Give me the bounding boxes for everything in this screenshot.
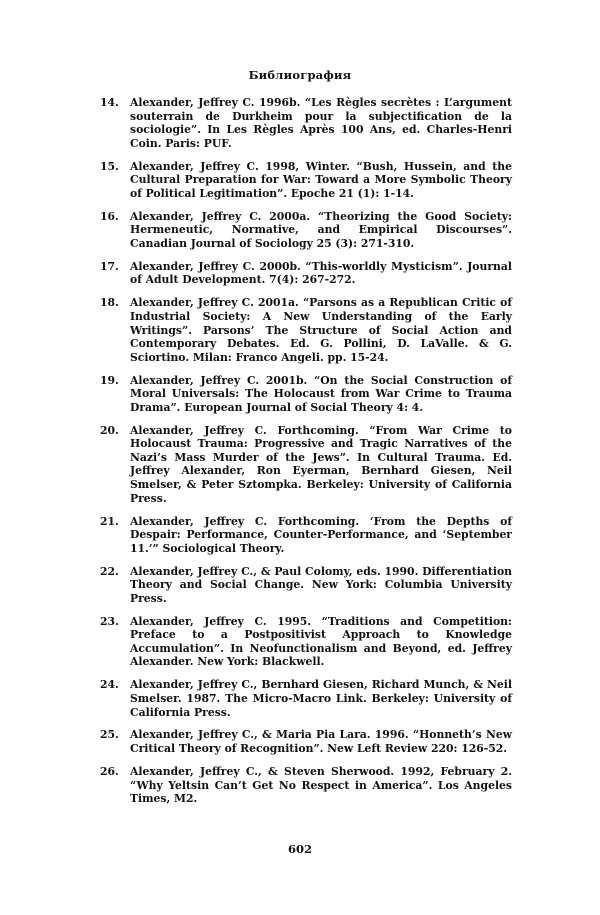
bibliography-entry [100,765,512,806]
entry-text: Alexander, Jeffrey C., Bernhard Giesen, Richard Munch, & Neil Smelser. 1987. The Micro-Macro Link. Berkeley: University of California Press. [130,678,512,719]
page-header-title: Библиография [248,68,352,82]
bibliography-entry [100,210,512,251]
entry-text: Alexander, Jeffrey C. 2001b. “On the Social Construction of Moral Universals: The Holocaust from War Crime to Trauma Drama”. European Journal of Social Theory 4: 4. [130,373,512,414]
entry-text: Alexander, Jeffrey C. 1998, Winter. “Bush, Hussein, and the Cultural Preparation for War: Toward a More Symbolic Theory of Political Legitimation”. Epoche 21 (1): 1-14. [130,159,512,200]
entry-number: 24. [100,678,119,692]
entry-number: 21. [100,514,119,528]
entry-text: Alexander, Jeffrey C. 1995. “Traditions and Competition: Preface to a Postpositivist Approach to Knowledge Accumulation”. In Neofunctionalism and Beyond, ed. Jeffrey Alexander. New York: Blackwell. [130,614,512,669]
bibliography-entry [100,160,512,201]
bibliography-entry [100,615,512,669]
entry-number: 26. [100,764,119,778]
entry-number: 25. [100,728,119,742]
page-number: 602 [287,842,312,856]
entry-number: 19. [100,373,119,387]
bibliography-entry [100,565,512,606]
bibliography-entry [100,728,512,755]
entry-text: Alexander, Jeffrey C. 2001a. “Parsons as a Republican Critic of Industrial Society: A New Understanding of the Early Writings”. Parsons’ The Structure of Social Action and Contemporary Debates. Ed. G. Pollini, D. LaValle. & G. Sciortino. Milan: Franco Angeli. pp. 15-24. [130,296,512,364]
bibliography-entry [100,374,512,415]
entry-number: 17. [100,259,119,273]
bibliography-entry [100,515,512,556]
entry-number: 23. [100,614,119,628]
entry-number: 16. [100,209,119,223]
entry-text: Alexander, Jeffrey C. Forthcoming. ‘From the Depths of Despair: Performance, Counter-Performance, and ‘September 11.’” Sociological Theory. [130,514,512,555]
bibliography-entry [100,678,512,719]
entry-number: 15. [100,159,119,173]
entry-number: 18. [100,296,119,310]
entry-text: Alexander, Jeffrey C., & Steven Sherwood. 1992, February 2. “Why Yeltsin Can’t Get No Respect in America”. Los Angeles Times, M2. [130,764,512,806]
bibliography-entry [100,260,512,287]
entry-number: 14. [100,96,119,109]
entry-text: Alexander, Jeffrey C. 1996b. “Les Règles secrètes : L’argument souterrain de Durkheim pour la subjectification de la sociologie”. In Les Règles Après 100 Ans, ed. Charles-Henri Coin. Paris: PUF. [130,96,512,150]
entry-number: 20. [100,423,119,437]
bibliography-list [100,96,512,815]
bibliography-entry [100,96,512,150]
entry-number: 22. [100,564,119,578]
entry-text: Alexander, Jeffrey C. 2000a. “Theorizing the Good Society: Hermeneutic, Normative, and Empirical Discourses”. Canadian Journal of Sociology 25 (3): 271-310. [130,209,512,250]
entry-text: Alexander, Jeffrey C. Forthcoming. “From War Crime to Holocaust Trauma: Progressive and Tragic Narratives of the Nazi’s Mass Murder of the Jews”. In Cultural Trauma. Ed. Jeffrey Alexander, Ron Eyerman, Bernhard Giesen, Neil Smelser, & Peter Sztompka. Berkeley: University of California Press. [130,423,512,505]
entry-text: Alexander, Jeffrey C. 2000b. “This-worldly Mysticism”. Journal of Adult Development. 7(4): 267-272. [130,259,512,287]
bibliography-entry [100,296,512,364]
entry-text: Alexander, Jeffrey C., & Paul Colomy, eds. 1990. Differentiation Theory and Social Change. New York: Columbia University Press. [130,564,512,605]
entry-text: Alexander, Jeffrey C., & Maria Pia Lara. 1996. “Honneth’s New Critical Theory of Recognition”. New Left Review 220: 126-52. [130,728,512,756]
bibliography-entry [100,424,512,506]
